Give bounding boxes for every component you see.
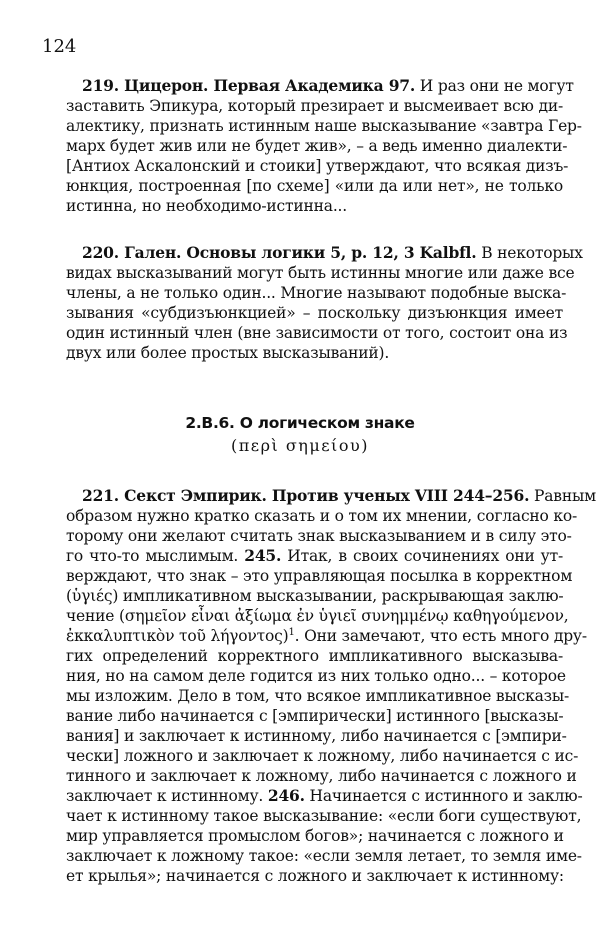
paragraph-line: марх будет жив или не будет жив», – а ведь именно диалекти- [66,137,568,155]
paragraph-line: один истинный член (вне зависимости от того, состоит она из [66,324,568,342]
citation-ref: 220. Гален. Основы логики 5, p. 12, 3 Kalbfl. [82,243,477,262]
section-ref: 246. [267,786,305,805]
paragraph-line: алектику, признать истинным наше высказывание «завтра Гер- [66,117,582,135]
paragraph-line: гих определений корректного импликативного высказыва- [66,647,563,665]
paragraph-line: го что-то мыслимым. 245. Итак, в своих сочинениях они ут- [66,546,564,565]
citation-ref: 219. Цицерон. Первая Академика 97. [82,76,416,95]
paragraph-line: образом нужно кратко сказать и о том их мнении, согласно ко- [66,507,578,525]
paragraph-line: зывания «субдизъюнкцией» – поскольку дизъюнкция имеет [66,304,563,322]
paragraph-line: двух или более простых высказываний). [66,344,390,362]
paragraph-line: чески] ложного и заключает к ложному, либо начинается с ис- [66,747,579,765]
paragraph-line: заставить Эпикура, который презирает и высмеивает всю ди- [66,97,563,115]
paragraph-line: члены, а не только один... Многие называют подобные выска- [66,284,567,302]
paragraph-line: вания] и заключает к истинному, либо начинается с [эмпири- [66,727,567,745]
paragraph-line: ἐκκαλυπτικὸν τοῦ λήγοντος)$^1$. Они замечают, что есть много дру- [66,626,587,645]
paragraph-line: 220. Гален. Основы логики 5, p. 12, 3 Kalbfl. В некоторых [82,243,583,262]
paragraph-line: видах высказываний могут быть истинны многие или даже все [66,264,575,282]
paragraph-line: 219. Цицерон. Первая Академика 97. И раз они не могут [82,76,574,95]
paragraph-line: (ὑγιές) импликативном высказывании, раскрывающая заклю- [66,587,564,605]
section-heading: 2.В.6. О логическом знаке [185,414,415,432]
paragraph-line: мы изложим. Дело в том, что всякое импликативное высказы- [66,687,570,705]
section-subheading-greek: (περὶ σημείου) [231,436,369,455]
paragraph-line: истинна, но необходимо-истинна... [66,197,348,215]
paragraph-line: заключает к ложному такое: «если земля летает, то земля име- [66,847,582,865]
paragraph-line: чает к истинному такое высказывание: «если боги существуют, [66,807,582,825]
paragraph-line: ния, но на самом деле годится из них только одно... – которое [66,667,566,685]
paragraph-line: заключает к истинному. 246. Начинается с истинного и заклю- [66,786,583,805]
paragraph-line: 221. Секст Эмпирик. Против ученых VIII 244–256. Равным [82,486,596,505]
paragraph-line: юнкция, построенная [по схеме] «или да или нет», не только [66,177,563,195]
citation-ref: 221. Секст Эмпирик. Против ученых VIII 244–256. [82,486,530,505]
paragraph-line: торому они желают считать знак высказыванием и в силу это- [66,527,572,545]
paragraph-line: тинного и заключает к ложному, либо начинается с ложного и [66,767,577,785]
paragraph-line: [Антиох Аскалонский и стоики] утверждают, что всякая дизъ- [66,157,569,175]
paragraph-line: мир управляется промыслом богов»; начинается с ложного и [66,827,564,845]
paragraph-line: верждают, что знак – это управляющая посылка в корректном [66,567,573,585]
page-number: 124 [42,36,77,57]
paragraph-line: чение (σημεῖον εἶναι ἀξίωμα ἐν ὑγιεῖ συνημμένῳ καθηγούμενον, [66,607,569,625]
paragraph-line: ет крылья»; начинается с ложного и заключает к истинному: [66,867,564,885]
section-ref: 245. [244,546,282,565]
paragraph-line: вание либо начинается с [эмпирически] истинного [высказы- [66,707,564,725]
footnote-marker[interactable]: 1 [288,626,295,638]
